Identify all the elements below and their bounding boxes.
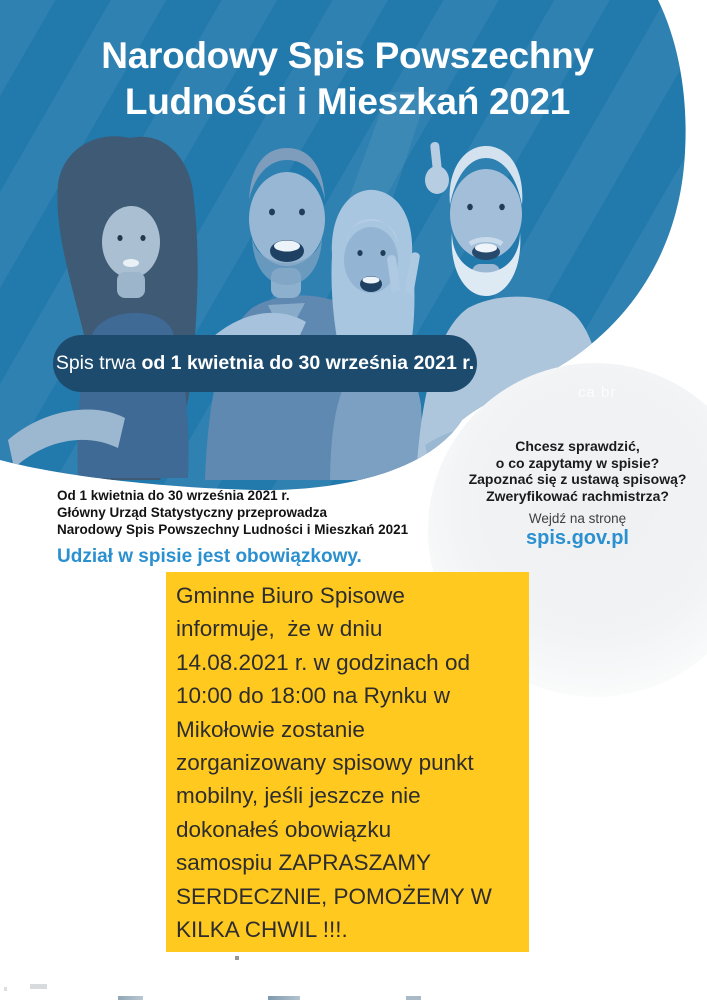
bubble-cta-label: Wejdź na stronę xyxy=(528,511,627,526)
notice-line: SERDECZNIE, POMOŻEMY W xyxy=(176,883,492,909)
poster-title xyxy=(0,33,695,125)
bubble-watermark: ca br xyxy=(578,384,617,401)
notice-line: samospiu ZAPRASZAMY xyxy=(176,850,432,876)
footer-logo-remnant-1 xyxy=(118,996,143,1000)
notice-line: Gminne Biuro Spisowe xyxy=(176,583,405,608)
footer-faint-text xyxy=(30,984,47,989)
info-block xyxy=(57,487,408,568)
duration-banner-dates: od 1 kwietnia do 30 września 2021 r. xyxy=(141,352,475,374)
notice-line: 10:00 do 18:00 na Rynku w xyxy=(176,683,450,709)
check-bubble-question: Zapoznać się z ustawą spisową? xyxy=(468,471,687,487)
duration-banner-prefix: Spis trwa xyxy=(55,352,142,374)
notice-line: informuje, że w dniu xyxy=(176,616,383,642)
info-lines xyxy=(57,487,408,538)
notice-line: KILKA CHWIL !!!. xyxy=(176,917,348,943)
footer-logo-remnant-3 xyxy=(406,996,421,1000)
check-bubble-questions xyxy=(425,438,707,504)
notice-line: 14.08.2021 r. w godzinach od xyxy=(176,649,470,675)
notice-line: zorganizowany spisowy punkt xyxy=(176,750,474,776)
local-census-notice xyxy=(166,572,529,952)
notice-lines xyxy=(176,579,525,946)
footer-tiny-mark xyxy=(4,987,7,991)
duration-banner xyxy=(53,335,477,392)
poster-title-line2: Ludności i Mieszkań 2021 xyxy=(124,81,571,122)
check-bubble-question: o co zapytamy w spisie? xyxy=(495,454,660,471)
notice-line: dokonałeś obowiązku xyxy=(176,816,392,842)
info-line: Główny Urząd Statystyczny przeprowadza xyxy=(57,505,328,520)
info-line: Od 1 kwietnia do 30 września 2021 r. xyxy=(57,488,290,503)
check-bubble xyxy=(425,438,707,550)
info-line: Narodowy Spis Powszechny Ludności i Mieszkań 2021 xyxy=(57,522,409,537)
poster-title-line1: Narodowy Spis Powszechny xyxy=(101,35,594,76)
census-website-link[interactable]: spis.gov.pl xyxy=(526,527,629,549)
footer-dot-mark xyxy=(235,956,239,960)
check-bubble-question: Chcesz sprawdzić, xyxy=(515,438,640,454)
check-bubble-question: Zweryfikować rachmistrza? xyxy=(486,487,669,504)
notice-line: Mikołowie zostanie xyxy=(176,716,365,742)
footer-logo-remnant-2 xyxy=(268,996,300,1000)
mandatory-participation-note: Udział w spisie jest obowiązkowy. xyxy=(57,546,362,567)
notice-line: mobilny, jeśli jeszcze nie xyxy=(176,783,421,809)
